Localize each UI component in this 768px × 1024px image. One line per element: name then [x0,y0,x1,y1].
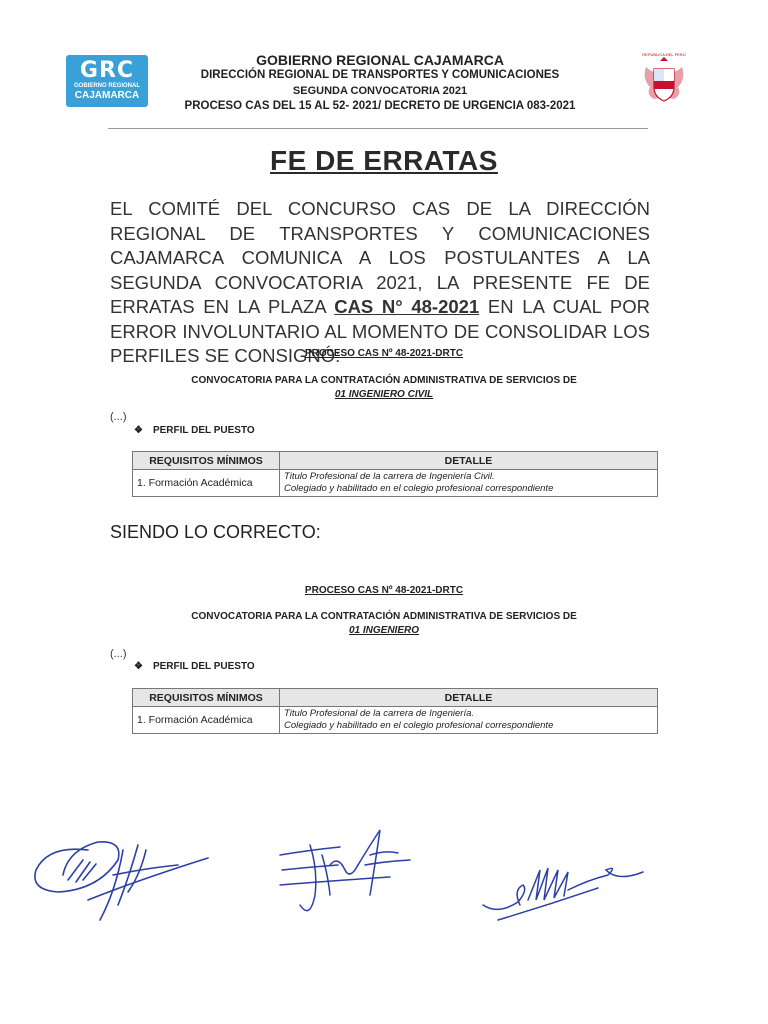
diamond-bullet-icon: ❖ [134,661,143,672]
table-cell-detalle [280,470,658,497]
detalle-line2: Colegiado y habilitado en el colegio profesional correspondiente [284,720,554,731]
section2-perfil-label: PERFIL DEL PUESTO [152,661,255,672]
detalle-line1: Titulo Profesional de la carrera de Ingeniería Civil. [284,471,495,482]
section1-convocatoria: CONVOCATORIA PARA LA CONTRATACIÓN ADMINISTRATIVA DE SERVICIOS DE [191,375,577,386]
intro-text-after: EN LA CUAL POR ERROR INVOLUNTARIO AL MOMENTO DE CONSOLIDAR LOS PERFILES SE CONSIGNÓ: [110,296,650,366]
logo-initials: GRC [79,58,135,83]
table-row [133,707,658,734]
section2-proceso: PROCESO CAS Nº 48-2021-DRTC [304,585,464,596]
table-header-row [133,452,658,470]
table-header-requisitos: REQUISITOS MÍNIMOS [133,452,280,470]
detalle-line2: Colegiado y habilitado en el colegio profesional correspondiente [284,483,554,494]
grc-logo [66,55,148,107]
section2-puesto: 01 INGENIERO [348,625,420,636]
table-header-row [133,689,658,707]
detalle-line1: Titulo Profesional de la carrera de Ingeniería. [284,708,475,719]
intro-cas-number: CAS N° 48-2021 [334,296,480,317]
table-cell-detalle [280,707,658,734]
section2-ellipsis: (...) [110,648,127,660]
header-line1: GOBIERNO REGIONAL CAJAMARCA [256,52,504,68]
section1-requirements-table [132,451,658,497]
section2-perfil [134,661,255,672]
table-cell-requisito: 1. Formación Académica [133,707,280,734]
coat-label: REPÚBLICA DEL PERÚ [642,52,686,57]
table-header-detalle: DETALLE [280,452,658,470]
header-line4: PROCESO CAS DEL 15 AL 52- 2021/ DECRETO DE URGENCIA 083-2021 [184,100,576,112]
section2-requirements-table [132,688,658,734]
section2-convocatoria: CONVOCATORIA PARA LA CONTRATACIÓN ADMINISTRATIVA DE SERVICIOS DE [191,611,577,622]
table-header-requisitos: REQUISITOS MÍNIMOS [133,689,280,707]
signature-center-icon [270,825,420,925]
section1-ellipsis: (...) [110,411,127,423]
logo-line2: CAJAMARCA [74,90,140,101]
table-row [133,470,658,497]
section1-proceso: PROCESO CAS Nº 48-2021-DRTC [304,348,464,359]
intro-text-before: EL COMITÉ DEL CONCURSO CAS DE LA DIRECCIÓN REGIONAL DE TRANSPORTES Y COMUNICACIONES CAJAMARCA COMUNICA A LOS POSTULANTES A LA SEGUNDA CONVOCATORIA 2021, LA PRESENTE FE DE ERRATAS EN LA PLAZA [110,198,650,317]
coat-of-arms-icon [640,52,688,108]
section1-perfil [134,425,255,436]
table-header-detalle: DETALLE [280,689,658,707]
diamond-bullet-icon: ❖ [134,425,143,436]
signature-right-icon [478,850,658,930]
signature-left-icon [28,820,228,940]
intro-paragraph [110,197,650,369]
header-line3: SEGUNDA CONVOCATORIA 2021 [292,85,468,97]
table-cell-requisito: 1. Formación Académica [133,470,280,497]
header-line2: DIRECCIÓN REGIONAL DE TRANSPORTES Y COMUNICACIONES [200,69,560,81]
logo-line1: GOBIERNO REGIONAL [73,83,140,89]
header-divider [108,128,648,129]
section1-perfil-label: PERFIL DEL PUESTO [152,425,255,436]
correct-label: SIENDO LO CORRECTO: [110,522,321,542]
section1-puesto: 01 INGENIERO CIVIL [334,389,434,400]
page-title: FE DE ERRATAS [270,145,498,176]
